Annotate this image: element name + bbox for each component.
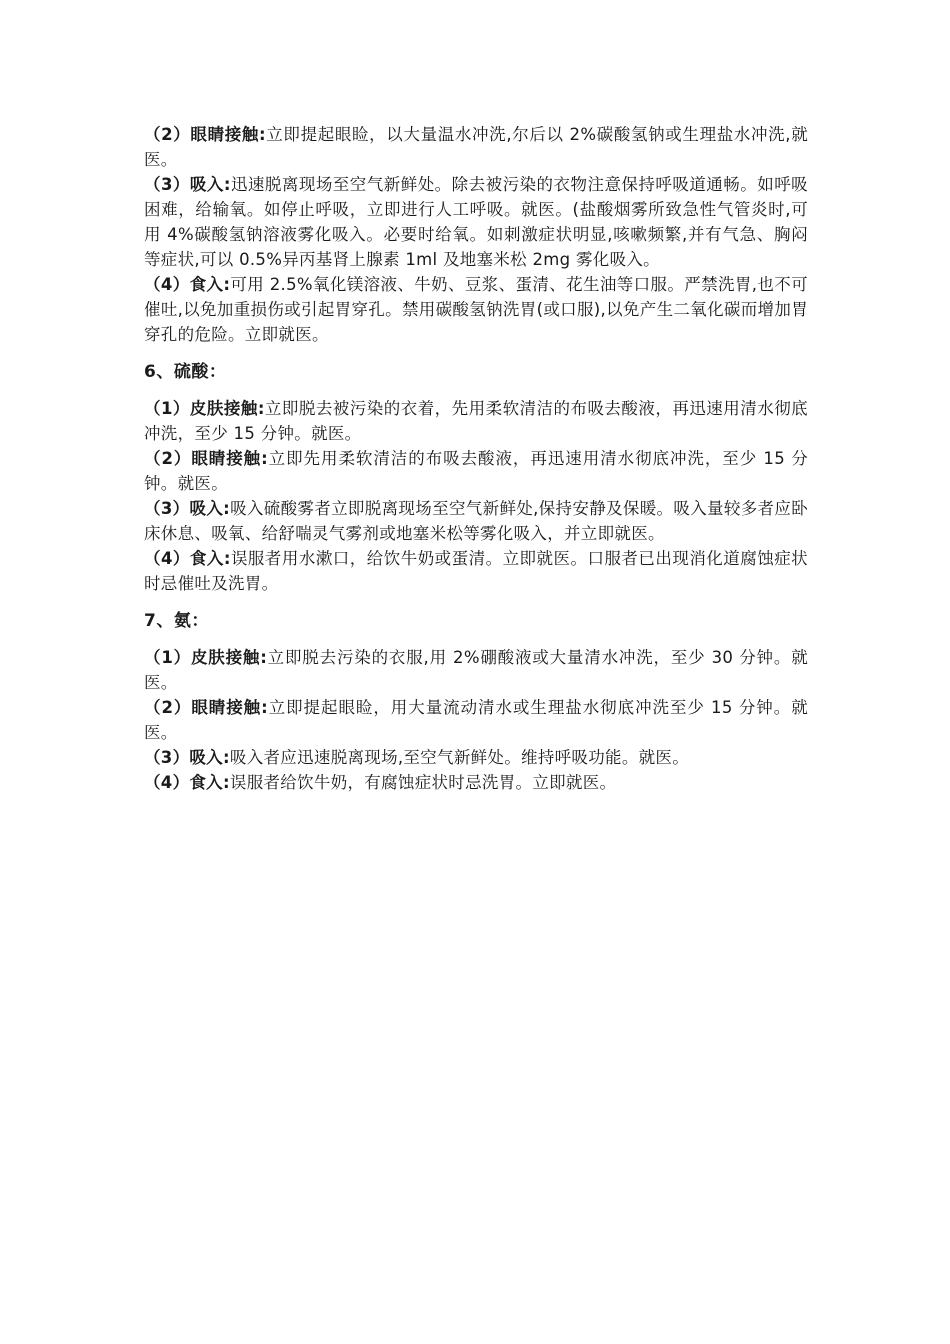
section-ammonia (144, 609, 808, 795)
paragraph-text: 误服者给饮牛奶，有腐蚀症状时忌洗胃。立即就医。 (229, 773, 617, 792)
paragraph-inhalation (144, 745, 808, 770)
paragraph-lead: （2）眼睛接触: (144, 698, 269, 717)
paragraph-lead: （3）吸入: (144, 175, 231, 194)
section-heading: 7、氨： (144, 611, 209, 631)
paragraph-skin-contact (144, 645, 808, 695)
paragraph-text: 迅速脱离现场至空气新鲜处。除去被污染的衣物注意保持呼吸道通畅。如呼吸困难，给输氧。如停止呼吸，立即进行人工呼吸。就医。(盐酸烟雾所致急性气管炎时,可用 4%碳酸氢钠溶液雾化吸入。必要时给氧。如刺激症状明显,咳嗽频繁,并有气急、胸闷等症状,可以 0.5%异丙基肾上腺素 1ml 及地塞米松 2mg 雾化吸入。 (144, 175, 808, 269)
paragraph-lead: （3）吸入: (144, 748, 230, 767)
paragraph-ingestion (144, 272, 808, 347)
paragraph-lead: （1）皮肤接触: (144, 648, 268, 667)
paragraph-lead: （2）眼睛接触: (144, 125, 266, 144)
paragraph-ingestion (144, 770, 808, 795)
paragraph-lead: （4）食入: (144, 549, 231, 568)
paragraph-inhalation (144, 496, 808, 546)
paragraph-lead: （3）吸入: (144, 499, 231, 518)
paragraph-lead: （2）眼睛接触: (144, 449, 269, 468)
paragraph-inhalation (144, 172, 808, 272)
paragraph-text: 立即脱去被污染的衣着，先用柔软清洁的布吸去酸液，再迅速用清水彻底冲洗，至少 15 分钟。就医。 (144, 399, 808, 443)
paragraph-lead: （4）食入: (144, 275, 231, 294)
paragraph-skin-contact (144, 396, 808, 446)
section-heading: 6、硫酸： (144, 362, 227, 382)
paragraph-text: 立即脱去污染的衣服,用 2%硼酸液或大量清水冲洗，至少 30 分钟。就医。 (144, 648, 808, 692)
paragraph-eye-contact (144, 122, 808, 172)
paragraph-eye-contact (144, 446, 808, 496)
section-continued (144, 122, 808, 347)
paragraph-eye-contact (144, 695, 808, 745)
paragraph-ingestion (144, 546, 808, 596)
section-sulfuric-acid (144, 360, 808, 596)
paragraph-text: 立即先用柔软清洁的布吸去酸液，再迅速用清水彻底冲洗，至少 15 分钟。就医。 (144, 449, 808, 493)
paragraph-text: 吸入者应迅速脱离现场,至空气新鲜处。维持呼吸功能。就医。 (229, 748, 690, 767)
paragraph-lead: （4）食入: (144, 773, 230, 792)
paragraph-lead: （1）皮肤接触: (144, 399, 265, 418)
paragraph-text: 立即提起眼睑，用大量流动清水或生理盐水彻底冲洗至少 15 分钟。就医。 (144, 698, 808, 742)
document-page (144, 122, 808, 795)
paragraph-text: 吸入硫酸雾者立即脱离现场至空气新鲜处,保持安静及保暖。吸入量较多者应卧床休息、吸氧、给舒喘灵气雾剂或地塞米松等雾化吸入，并立即就医。 (144, 499, 808, 543)
paragraph-text: 可用 2.5%氧化镁溶液、牛奶、豆浆、蛋清、花生油等口服。严禁洗胃,也不可催吐,以免加重损伤或引起胃穿孔。禁用碳酸氢钠洗胃(或口服),以免产生二氧化碳而增加胃穿孔的危险。立即就医。 (144, 275, 808, 344)
paragraph-text: 误服者用水漱口，给饮牛奶或蛋清。立即就医。口服者已出现消化道腐蚀症状时忌催吐及洗胃。 (144, 549, 808, 593)
paragraph-text: 立即提起眼睑，以大量温水冲洗,尔后以 2%碳酸氢钠或生理盐水冲洗,就医。 (144, 125, 808, 169)
